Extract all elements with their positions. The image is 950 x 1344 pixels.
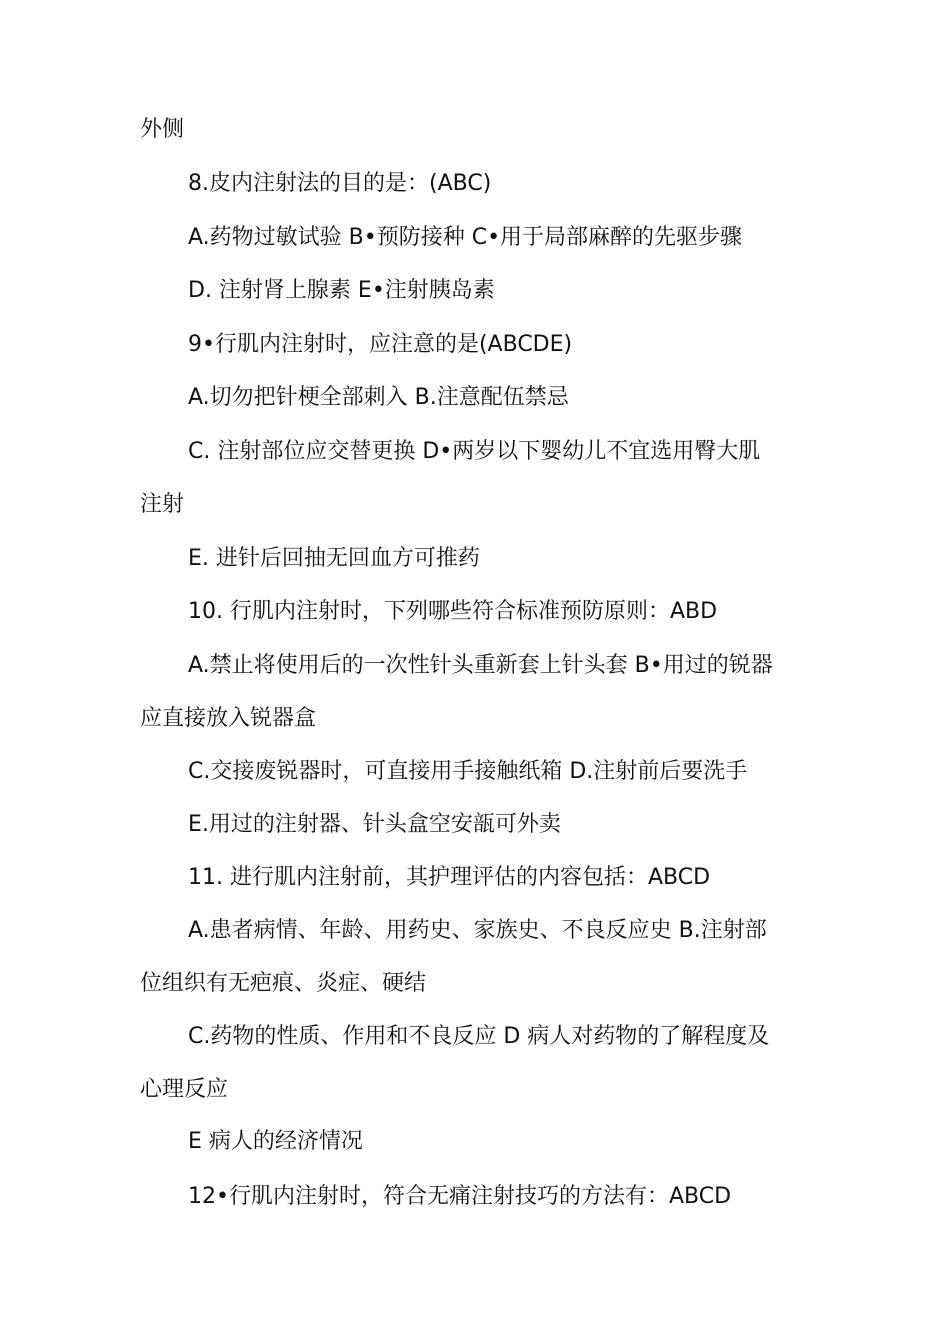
question-10-options-ab-continued: 应直接放入锐器盒 [140,706,317,731]
question-8-stem: 8.皮内注射法的目的是：(ABC) [188,171,492,196]
question-10-option-e: E.用过的注射器、针头盒空安瓿可外卖 [188,812,561,837]
question-11-options-ab-continued: 位组织有无疤痕、炎症、硬结 [140,971,427,996]
question-8-options-de: D. 注射肾上腺素 E•注射胰岛素 [188,278,495,303]
text-line: 外侧 [140,117,185,142]
question-8-options-abc: A.药物过敏试验 B•预防接种 C•用于局部麻醉的先驱步骤 [188,225,743,250]
question-9-option-e: E. 进针后回抽无回血方可推药 [188,546,480,571]
question-9-stem: 9•行肌内注射时，应注意的是(ABCDE) [188,332,573,357]
question-11-options-ab: A.患者病情、年龄、用药史、家族史、不良反应史 B.注射部 [188,918,767,943]
question-11-options-cd-continued: 心理反应 [140,1077,229,1102]
question-10-options-cd: C.交接废锐器时，可直接用手接触纸箱 D.注射前后要洗手 [188,759,748,784]
question-11-stem: 11. 进行肌内注射前，其护理评估的内容包括：ABCD [188,865,711,890]
question-10-stem: 10. 行肌内注射时，下列哪些符合标准预防原则：ABD [188,599,718,624]
question-11-option-e: E 病人的经济情况 [188,1129,363,1154]
question-10-options-ab: A.禁止将使用后的一次性针头重新套上针头套 B•用过的锐器 [188,653,773,678]
question-9-options-cd: C. 注射部位应交替更换 D•两岁以下婴幼儿不宜选用臀大肌 [188,439,761,464]
question-9-options-ab: A.切勿把针梗全部刺入 B.注意配伍禁忌 [188,385,569,410]
question-9-options-cd-continued: 注射 [140,492,185,517]
question-11-options-cd: C.药物的性质、作用和不良反应 D 病人对药物的了解程度及 [188,1024,770,1049]
question-12-stem: 12•行肌内注射时，符合无痛注射技巧的方法有：ABCD [188,1184,732,1209]
